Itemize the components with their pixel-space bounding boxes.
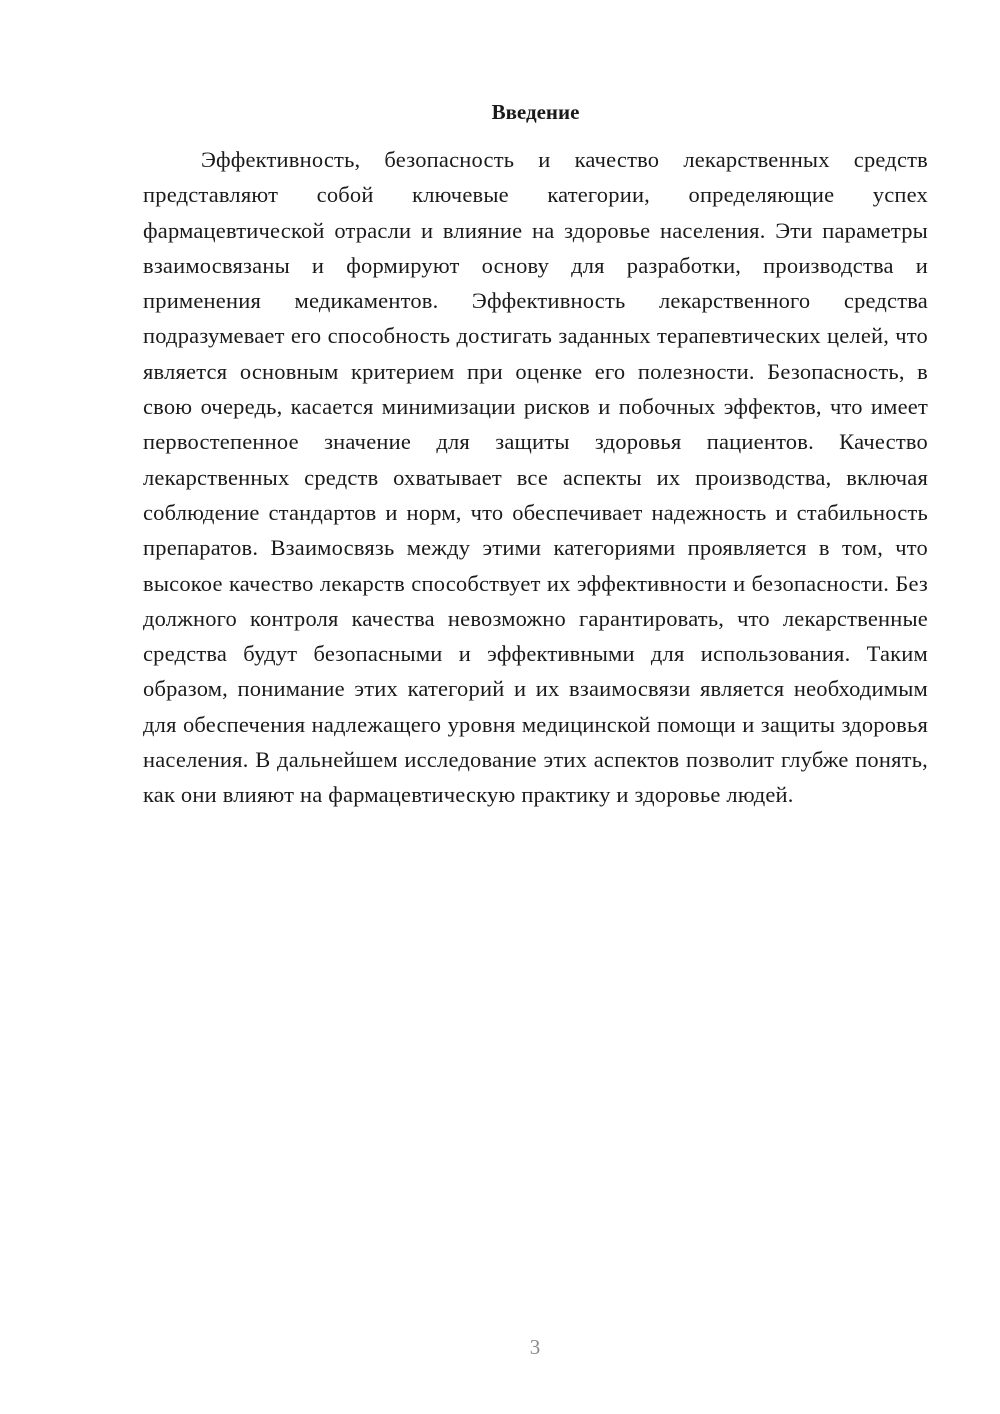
section-heading: Введение bbox=[491, 100, 580, 124]
body-paragraph: Эффективность, безопасность и качество лекарственных средств представляют собой ключевые категории, определяющие успех фармацевтической отрасли и влияние на здоровье населения. Эти параметры взаимосвязаны и формируют основу для разработки, производства и применения медикаментов. Эффективность лекарственного средства подразумевает его способность достигать заданных терапевтических целей, что является основным критерием при оценке его полезности. Безопасность, в свою очередь, касается минимизации рисков и побочных эффектов, что имеет первостепенное значение для защиты здоровья пациентов. Качество лекарственных средств охватывает все аспекты их производства, включая соблюдение стандартов и норм, что обеспечивает надежность и стабильность препаратов. Взаимосвязь между этими категориями проявляется в том, что высокое качество лекарств способствует их эффективности и безопасности. Без должного контроля качества невозможно гарантировать, что лекарственные средства будут безопасными и эффективными для использования. Таким образом, понимание этих категорий и их взаимосвязи является необходимым для обеспечения надлежащего уровня медицинской помощи и защиты здоровья населения. В дальнейшем исследование этих аспектов позволит глубже понять, как они влияют на фармацевтическую практику и здоровье людей. bbox=[143, 147, 928, 808]
page-number: 3 bbox=[529, 1335, 541, 1359]
